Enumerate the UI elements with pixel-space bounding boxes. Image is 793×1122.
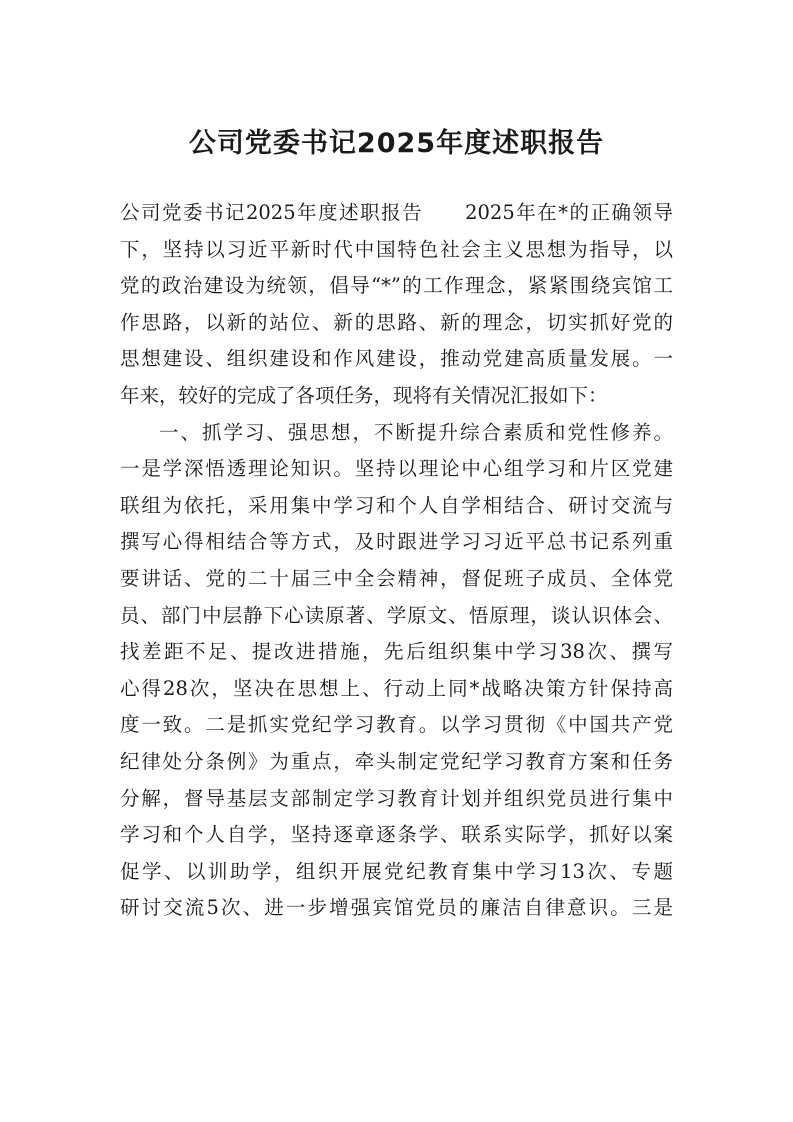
body-line: 纪律处分条例》为重点，牵头制定党纪学习教育方案和任务 (120, 749, 673, 773)
body-line: 学习和个人自学，坚持逐章逐条学、联系实际学，抓好以案 (120, 823, 673, 847)
body-line: 联组为依托，采用集中学习和个人自学相结合、研讨交流与 (120, 493, 673, 517)
body-line: 党的政治建设为统领，倡导“*”的工作理念，紧紧围绕宾馆工 (120, 274, 673, 298)
document-body (120, 195, 673, 927)
body-line: 心得28次，坚决在思想上、行动上同*战略决策方针保持高 (120, 676, 673, 700)
body-line: 思想建设、组织建设和作风建设，推动党建高质量发展。一 (120, 347, 673, 371)
body-line: 撰写心得相结合等方式，及时跟进学习习近平总书记系列重 (120, 530, 673, 554)
body-line: 研讨交流5次、进一步增强宾馆党员的廉洁自律意识。三是 (120, 896, 673, 920)
body-line: 要讲话、党的二十届三中全会精神，督促班子成员、全体党 (120, 566, 673, 590)
body-line: 作思路，以新的站位、新的思路、新的理念，切实抓好党的 (120, 310, 673, 334)
body-line: 一是学深悟透理论知识。坚持以理论中心组学习和片区党建 (120, 457, 673, 481)
body-line: 分解，督导基层支部制定学习教育计划并组织党员进行集中 (120, 786, 673, 810)
document-title: 公司党委书记2025年度述职报告 (188, 128, 605, 159)
body-line: 促学、以训助学，组织开展党纪教育集中学习13次、专题 (120, 859, 673, 883)
body-line: 找差距不足、提改进措施，先后组织集中学习38次、撰写 (120, 640, 673, 664)
body-line: 度一致。二是抓实党纪学习教育。以学习贯彻《中国共产党 (120, 713, 673, 737)
section-heading: 一、抓学习、强思想，不断提升综合素质和党性修养。 (159, 420, 673, 444)
body-line: 员、部门中层静下心读原著、学原文、悟原理，谈认识体会、 (120, 603, 673, 627)
body-line: 下，坚持以习近平新时代中国特色社会主义思想为指导，以 (120, 237, 673, 261)
body-line: 年来，较好的完成了各项任务，现将有关情况汇报如下： (120, 383, 608, 407)
body-line: 公司党委书记2025年度述职报告 2025年在*的正确领导 (120, 201, 673, 224)
